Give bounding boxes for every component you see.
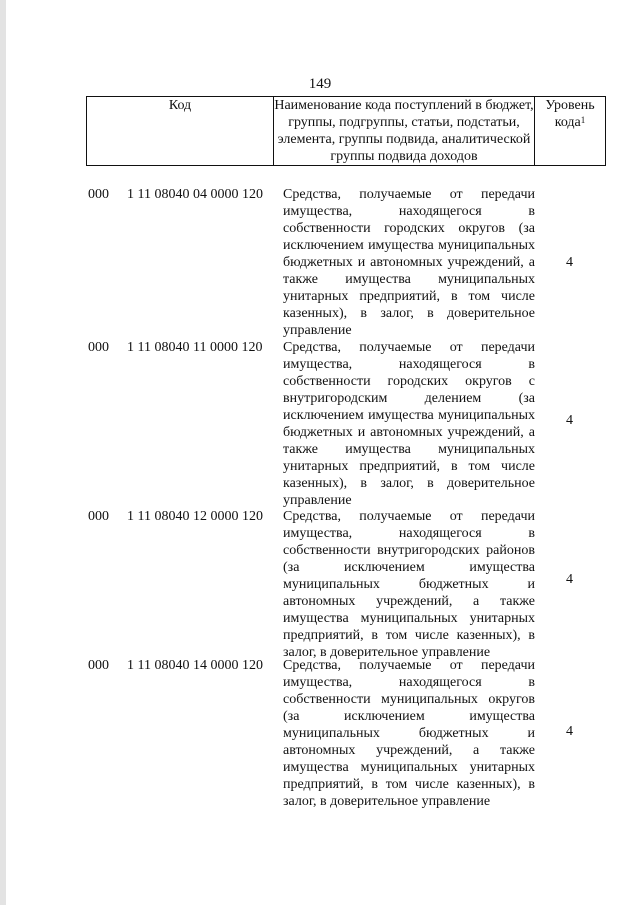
table-header (86, 96, 606, 166)
scan-edge (0, 0, 6, 905)
header-level: Уровень кода (545, 98, 595, 130)
row-level: 4 (566, 413, 573, 428)
row-code: 1 11 08040 14 0000 120 (127, 658, 263, 673)
row-level: 4 (566, 255, 573, 270)
row-level: 4 (566, 724, 573, 739)
row-prefix: 000 (88, 509, 109, 524)
row-code: 1 11 08040 11 0000 120 (127, 340, 263, 355)
row-code: 1 11 08040 04 0000 120 (127, 187, 263, 202)
row-prefix: 000 (88, 658, 109, 673)
header-level-cell (535, 97, 606, 166)
row-description: Средства, получаемые от передачи имущества, находящегося в собственности городских округов (за исключением имущества муниципальных бюджетных и автономных учреждений, а также имущества муниципальных унитарных предприятий, в том числе казенных), в залог, в доверительное управление (283, 187, 535, 338)
row-level: 4 (566, 572, 573, 587)
page-number: 149 (308, 76, 332, 92)
row-description: Средства, получаемые от передачи имущества, находящегося в собственности внутригородских районов (за исключением имущества муниципальных бюджетных и автономных учреждений, а также имущества муниципальных унитарных предприятий, в том числе казенных), в залог, в доверительное управление (283, 509, 535, 660)
header-name: Наименование кода поступлений в бюджет, группы, подгруппы, статьи, подстатьи, элемента, группы подвида, аналитической группы подвида доходов (274, 98, 534, 164)
header-code: Код (87, 97, 274, 166)
row-code: 1 11 08040 12 0000 120 (127, 509, 263, 524)
row-description: Средства, получаемые от передачи имущества, находящегося в собственности муниципальных округов (за исключением имущества муниципальных бюджетных и автономных учреждений, а также имущества муниципальных унитарных предприятий, в том числе казенных), в залог, в доверительное управление (283, 658, 535, 809)
row-prefix: 000 (88, 187, 109, 202)
row-prefix: 000 (88, 340, 109, 355)
footnote-marker: 1 (580, 115, 586, 125)
row-description: Средства, получаемые от передачи имущества, находящегося в собственности городских округов с внутригородским делением (за исключением имущества муниципальных бюджетных и автономных учреждений, а также имущества муниципальных унитарных предприятий, в том числе казенных), в залог, в доверительное управление (283, 340, 535, 508)
